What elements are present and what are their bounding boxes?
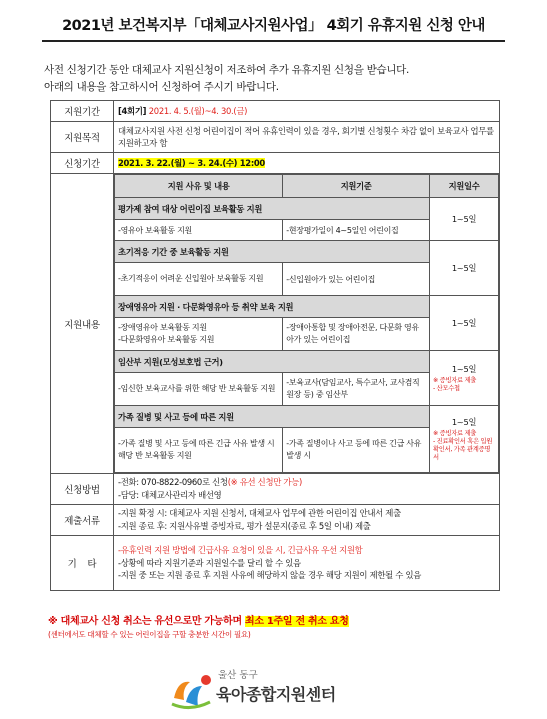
page-title: 2021년 보건복지부「대체교사지원사업」 4회기 유휴지원 신청 안내: [62, 18, 485, 34]
content-cell: [114, 174, 500, 474]
documents-line-1: -지원 확정 시: 대체교사 지원 신청서, 대체교사 업무에 관한 어린이집 안내서 제출: [118, 508, 401, 518]
section-criteria: -신입원아가 있는 어린이집: [283, 263, 430, 296]
section-criteria: -보육교사(담임교사, 특수교사, 교사겸직 원장 등) 중 임산부: [283, 373, 430, 406]
row-etc: [51, 536, 500, 591]
info-table: [50, 100, 500, 591]
etc-line-1: -유휴인력 지원 방법에 긴급사유 요청이 있을 시, 긴급사유 우선 지원함: [118, 545, 363, 556]
content-label: 지원내용: [51, 174, 114, 474]
logo-emblem-icon: [168, 668, 214, 712]
method-phone: [118, 476, 495, 489]
apply-period-highlight: 2021. 3. 22.(월) ~ 3. 24.(수) 12:00: [118, 158, 265, 168]
support-detail-table: [114, 174, 499, 473]
section-title: 초기적응 기간 중 보육활동 지원: [115, 241, 430, 263]
etc-line-2: -상황에 따라 지원기준과 지원일수를 달리 할 수 있음: [118, 557, 301, 568]
evidence-note: ※ 증빙자료 제출 - 진료확인서 혹은 입원확인서, 가족 관계증명서: [433, 430, 493, 461]
apply-period-label: 신청기간: [51, 153, 114, 174]
period-value: [114, 101, 500, 122]
method-staff: -담당: 대체교사관리자 배선영: [118, 490, 222, 500]
section-criteria: -가족 질병이나 사고 등에 따른 긴급 사유 발생 시: [283, 428, 430, 473]
purpose-value: 대체교사지원 사전 신청 어린이집이 적어 유휴인력이 있을 경우, 회기별 신청횟수 차감 없이 보육교사 업무를 지원하고자 함: [114, 122, 500, 153]
purpose-label: 지원목적: [51, 122, 114, 153]
section-reason: -영유아 보육활동 지원: [115, 220, 283, 241]
intro-line-1: 사전 신청기간 동안 대체교사 지원신청이 저조하여 추가 유휴지원 신청을 받습니다.: [44, 64, 410, 76]
row-apply-period: [51, 153, 500, 174]
header-criteria: 지원기준: [283, 175, 430, 198]
period-prefix: [4회기]: [118, 106, 149, 116]
section-reason: -초기적응이 어려운 신입원아 보육활동 지원: [115, 263, 283, 296]
intro-line-2: 아래의 내용을 참고하시어 신청하여 주시기 바랍니다.: [44, 81, 279, 93]
days-value: 1~5일: [451, 417, 477, 427]
documents-label: 제출서류: [51, 505, 114, 536]
section-reason: -장애영유아 보육활동 지원 -다문화영유아 보육활동 지원: [115, 318, 283, 351]
row-content: [51, 174, 500, 474]
section-title: 평가제 참여 대상 어린이집 보육활동 지원: [115, 198, 430, 220]
section-title: 임산부 지원(모성보호법 근거): [115, 351, 430, 373]
evidence-note: ※ 증빙자료 제출 - 산모수첩: [433, 377, 477, 392]
method-value: [114, 474, 500, 505]
detail-header-row: [115, 175, 499, 198]
etc-label: 기 타: [51, 536, 114, 591]
section-reason: -임신한 보육교사를 위한 해당 반 보육활동 지원: [115, 373, 283, 406]
method-phone-text: -전화: 070-8822-0960로 신청: [118, 477, 228, 487]
method-phone-note: (※ 유선 신청만 가능): [227, 477, 302, 487]
section-days: [430, 198, 499, 241]
section-days: [430, 241, 499, 296]
cancel-warning-sub: (센터에서도 대체할 수 있는 어린이집을 구할 충분한 시간이 필요): [48, 630, 251, 639]
section-title: 가족 질병 및 사고 등에 따른 지원: [115, 406, 430, 428]
header-days: 지원일수: [430, 175, 499, 198]
etc-line-3: -지원 중 또는 지원 종료 후 지원 사유에 해당하지 않을 경우 해당 지원이 제한될 수 있음: [118, 570, 422, 581]
logo-subtitle: 울산 동구: [218, 670, 258, 681]
row-purpose: [51, 122, 500, 153]
section-days: [430, 296, 499, 351]
row-period: [51, 101, 500, 122]
days-value: 1~5일: [451, 318, 477, 328]
section-title-row: [115, 241, 499, 263]
row-documents: [51, 505, 500, 536]
documents-value: [114, 505, 500, 536]
period-label: 지원기간: [51, 101, 114, 122]
row-method: [51, 474, 500, 505]
period-dates: 2021. 4. 5.(월)~4. 30.(금): [148, 106, 248, 116]
etc-value: [114, 536, 500, 591]
section-title-row: [115, 351, 499, 373]
intro-text: [44, 62, 409, 96]
section-title-row: [115, 406, 499, 428]
apply-period-value: [114, 153, 500, 174]
logo-title: 육아종합지원센터: [216, 685, 336, 704]
header-reason: 지원 사유 및 내용: [115, 175, 283, 198]
section-criteria: -장애아통합 및 장애아전문, 다문화 영유아가 있는 어린이집: [283, 318, 430, 351]
section-title-row: [115, 198, 499, 220]
cancel-warning-text: ※ 대체교사 신청 취소는 유선으로만 가능하며: [48, 616, 245, 627]
section-criteria: -현장평가일이 4~5일인 어린이집: [283, 220, 430, 241]
days-value: 1~5일: [451, 263, 477, 273]
section-title-row: [115, 296, 499, 318]
section-days: [430, 406, 499, 473]
method-label: 신청방법: [51, 474, 114, 505]
section-reason: -가족 질병 및 사고 등에 따른 긴급 사유 발생 시 해당 반 보육활동 지원: [115, 428, 283, 473]
cancel-warning-highlight: 최소 1주일 전 취소 요청: [245, 616, 349, 627]
days-value: 1~5일: [451, 214, 477, 224]
cancel-warning: [48, 612, 349, 627]
center-logo: [168, 664, 388, 714]
section-days: [430, 351, 499, 406]
days-value: 1~5일: [451, 364, 477, 374]
documents-line-2: -지원 종료 후: 지원사유별 증빙자료, 평가 설문지(종료 후 5일 이내) 제출: [118, 521, 371, 531]
title-divider: [42, 40, 505, 42]
section-title: 장애영유아 지원 · 다문화영유아 등 취약 보육 지원: [115, 296, 430, 318]
